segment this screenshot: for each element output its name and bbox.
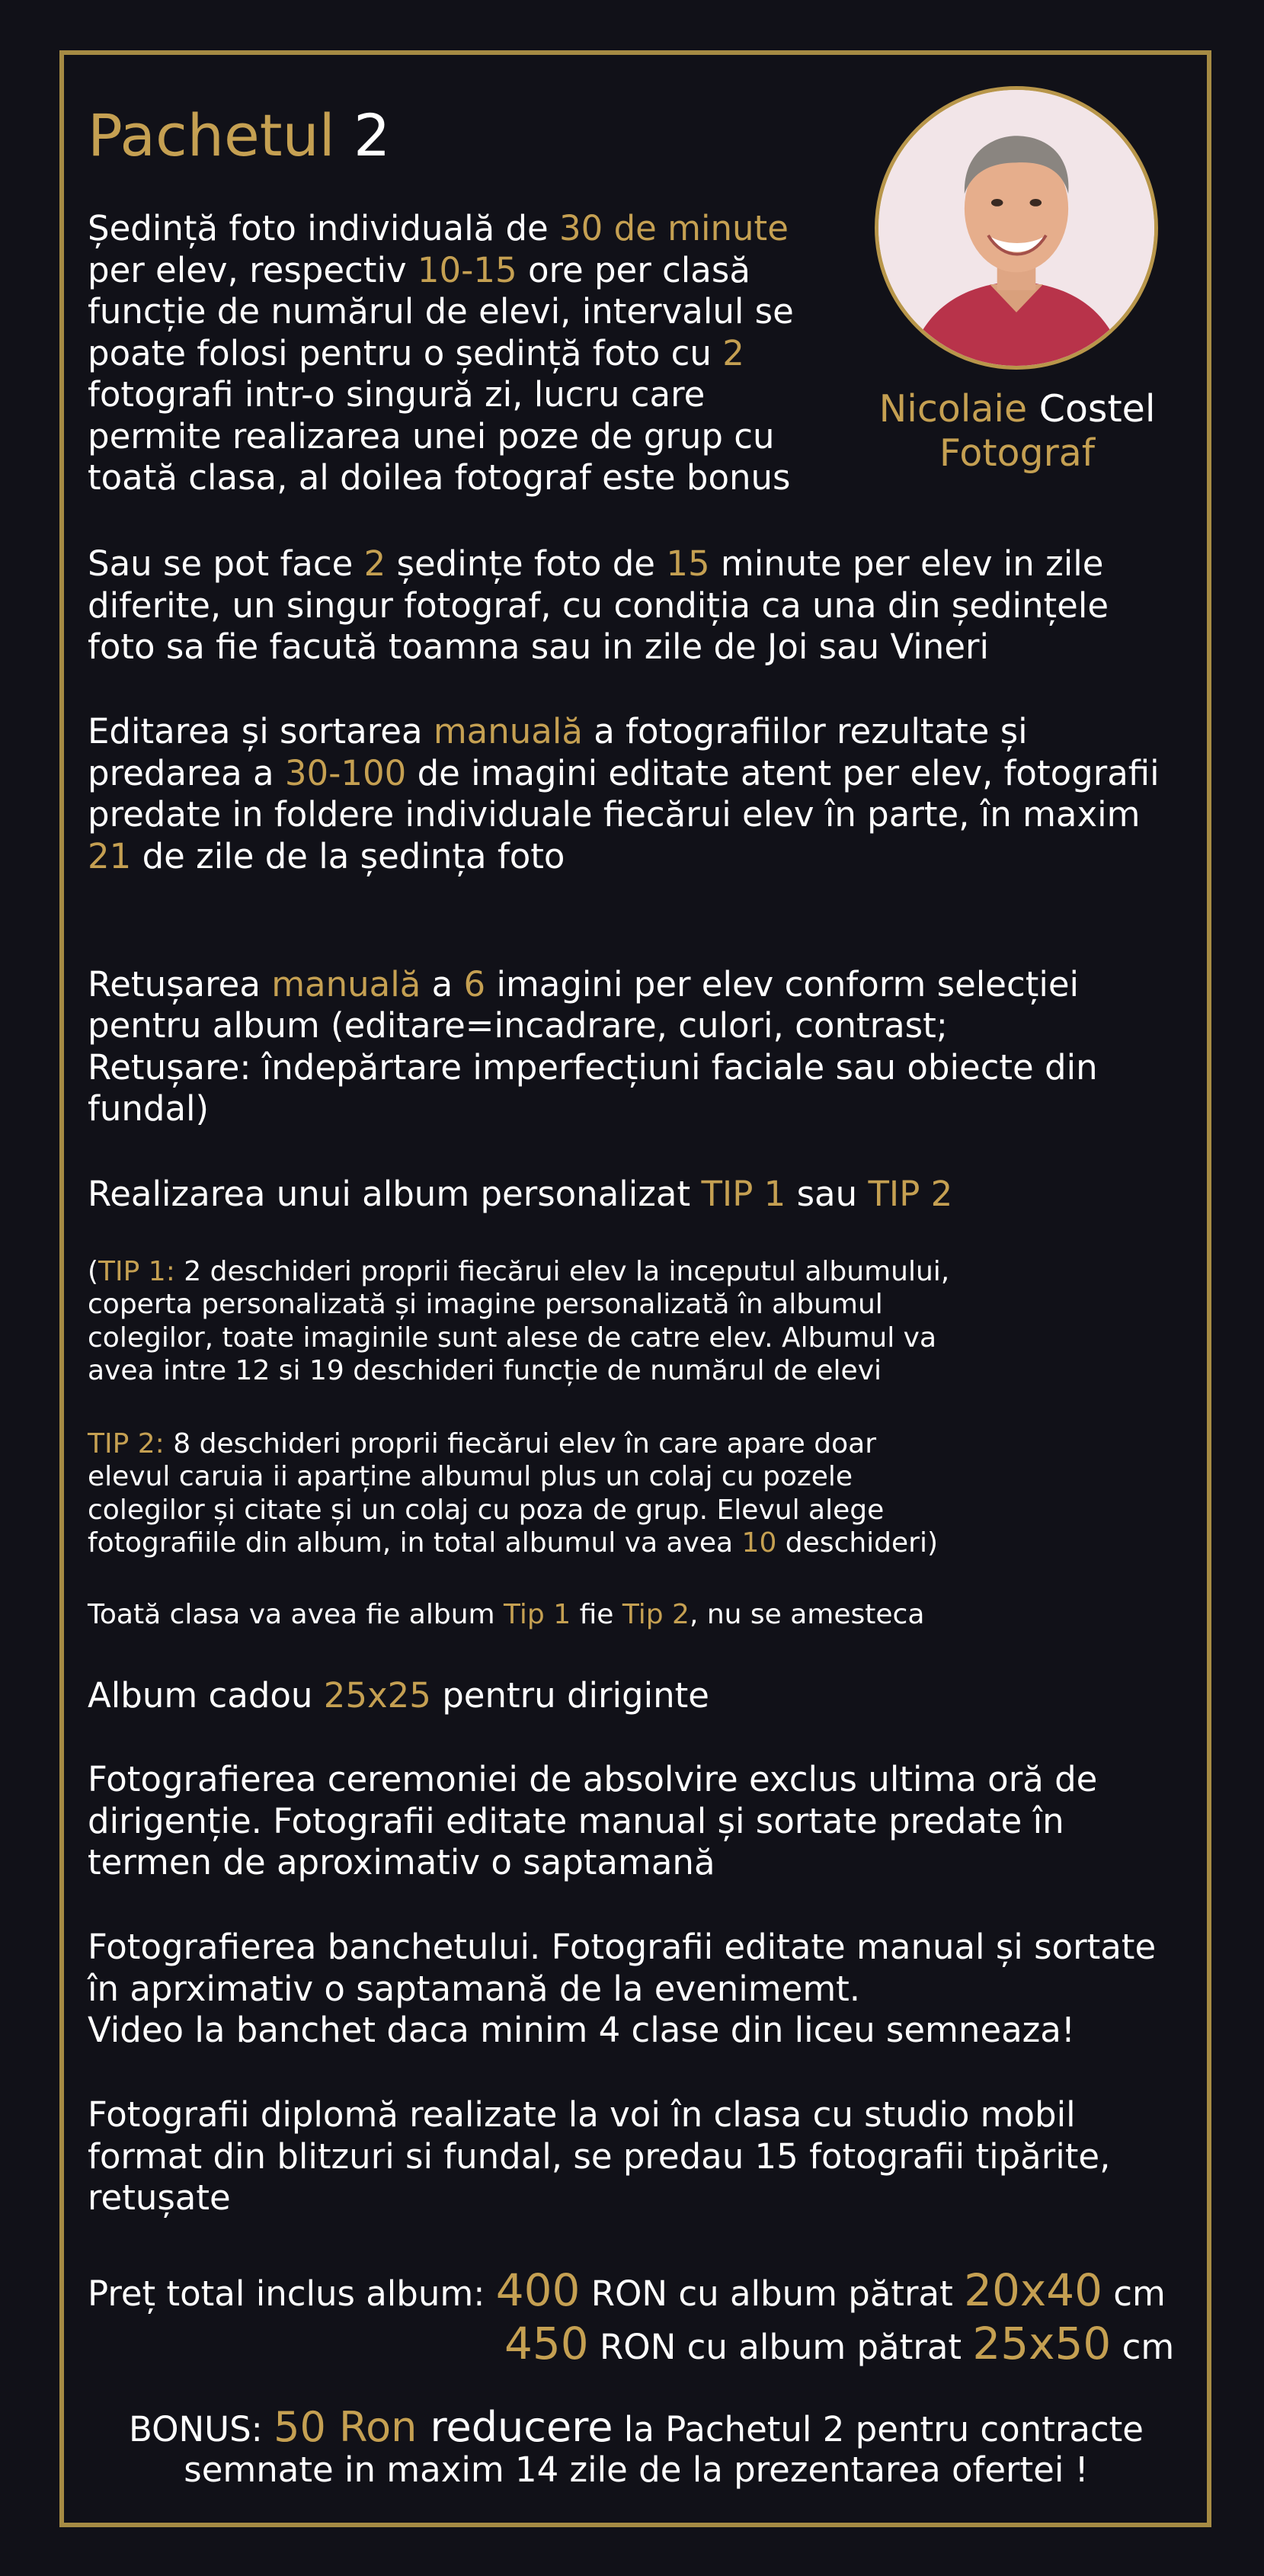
tip1-line3: colegilor, toate imaginile sunt alese de catre elev. Albumul va bbox=[88, 1322, 937, 1354]
p3-line2: predarea a 30-100 de imagini editate atent per elev, fotografii bbox=[88, 753, 1160, 793]
p7-line3: Video la banchet daca minim 4 clase din liceu semneaza! bbox=[88, 2010, 1075, 2050]
price-line1: Preț total inclus album: 400 RON cu album pătrat 20x40 cm bbox=[88, 2264, 1166, 2316]
bonus-line2: semnate in maxim 14 zile de la prezentarea ofertei ! bbox=[184, 2449, 1089, 2490]
price-line2: 450 RON cu album pătrat 25x50 cm bbox=[504, 2318, 1175, 2369]
p2-line1: Sau se pot face 2 ședințe foto de 15 minute per elev in zile bbox=[88, 543, 1104, 584]
tip1-line1: (TIP 1: 2 deschideri proprii fiecărui elev la inceputul albumului, bbox=[88, 1256, 950, 1287]
title-number: 2 bbox=[353, 101, 391, 169]
p2-line3: foto sa fie facută toamna sau in zile de Joi sau Vineri bbox=[88, 626, 990, 667]
p4-line3: Retușare: îndepărtare imperfecțiuni faciale sau obiecte din bbox=[88, 1047, 1098, 1088]
photographer-last-name: Costel bbox=[1038, 387, 1156, 431]
p7-line2: în aprximativ o saptamană de la evenimemt. bbox=[88, 1969, 861, 2009]
p1-line5: fotografi intr-o singură zi, lucru care bbox=[88, 374, 706, 415]
photographer-role: Fotograf bbox=[939, 431, 1096, 475]
p4-line4: fundal) bbox=[88, 1088, 210, 1129]
p8-line1: Fotografii diplomă realizate la voi în clasa cu studio mobil bbox=[88, 2094, 1076, 2135]
p1-line4: poate folosi pentru o ședință foto cu 2 bbox=[88, 333, 744, 373]
bonus-line1: BONUS: 50 Ron reducere la Pachetul 2 pentru contracte bbox=[128, 2403, 1144, 2451]
p1-line6: permite realizarea unei poze de grup cu bbox=[88, 416, 775, 457]
portrait-illustration bbox=[878, 90, 1154, 366]
title-word: Pachetul bbox=[88, 101, 335, 169]
p2-line2: diferite, un singur fotograf, cu condiția ca una din ședințele bbox=[88, 585, 1109, 626]
p3-line4: 21 de zile de la ședința foto bbox=[88, 836, 565, 876]
photographer-first-name: Nicolaie bbox=[878, 387, 1028, 431]
p6-line2: dirigenție. Fotografii editate manual și sortate predate în bbox=[88, 1801, 1064, 1841]
tip2-line1: TIP 2: 8 deschideri proprii fiecărui elev în care apare doar bbox=[88, 1428, 877, 1459]
gift-album-line: Album cadou 25x25 pentru diriginte bbox=[88, 1675, 709, 1716]
photographer-caption bbox=[838, 387, 1196, 476]
album-mix-note: Toată clasa va avea fie album Tip 1 fie Tip 2, nu se amesteca bbox=[88, 1599, 925, 1630]
p8-line3: retușate bbox=[88, 2177, 231, 2218]
p1-line7: toată clasa, al doilea fotograf este bonus bbox=[88, 457, 791, 498]
tip1-line4: avea intre 12 si 19 deschideri funcție de numărul de elevi bbox=[88, 1355, 882, 1386]
p3-line3: predate in foldere individuale fiecărui elev în parte, în maxim bbox=[88, 794, 1141, 835]
page-title bbox=[88, 98, 390, 174]
p1-line1: Ședință foto individuală de 30 de minute bbox=[88, 208, 789, 248]
tip1-line2: coperta personalizată și imagine personalizată în albumul bbox=[88, 1289, 883, 1320]
tip2-line4: fotografiile din album, in total albumul va avea 10 deschideri) bbox=[88, 1527, 939, 1559]
p3-line1: Editarea și sortarea manuală a fotografiilor rezultate și bbox=[88, 711, 1028, 751]
p6-line1: Fotografierea ceremoniei de absolvire exclus ultima oră de bbox=[88, 1759, 1098, 1799]
p1-line3: funcție de numărul de elevi, intervalul se bbox=[88, 291, 794, 332]
p1-line2: per elev, respectiv 10-15 ore per clasă bbox=[88, 250, 750, 290]
photographer-portrait bbox=[875, 86, 1158, 370]
p4-line2: pentru album (editare=incadrare, culori, contrast; bbox=[88, 1005, 948, 1046]
p4-line1: Retușarea manuală a 6 imagini per elev conform selecției bbox=[88, 964, 1080, 1004]
p8-line2: format din blitzuri si fundal, se predau 15 fotografii tipărite, bbox=[88, 2136, 1111, 2177]
tip2-line2: elevul caruia ii aparține albumul plus un colaj cu pozele bbox=[88, 1461, 853, 1492]
tip2-line3: colegilor și citate și un colaj cu poza de grup. Elevul alege bbox=[88, 1495, 885, 1526]
p7-line1: Fotografierea banchetului. Fotografii editate manual și sortate bbox=[88, 1927, 1157, 1967]
p6-line3: termen de aproximativ o saptamană bbox=[88, 1842, 715, 1882]
album-types-line: Realizarea unui album personalizat TIP 1 sau TIP 2 bbox=[88, 1174, 953, 1214]
